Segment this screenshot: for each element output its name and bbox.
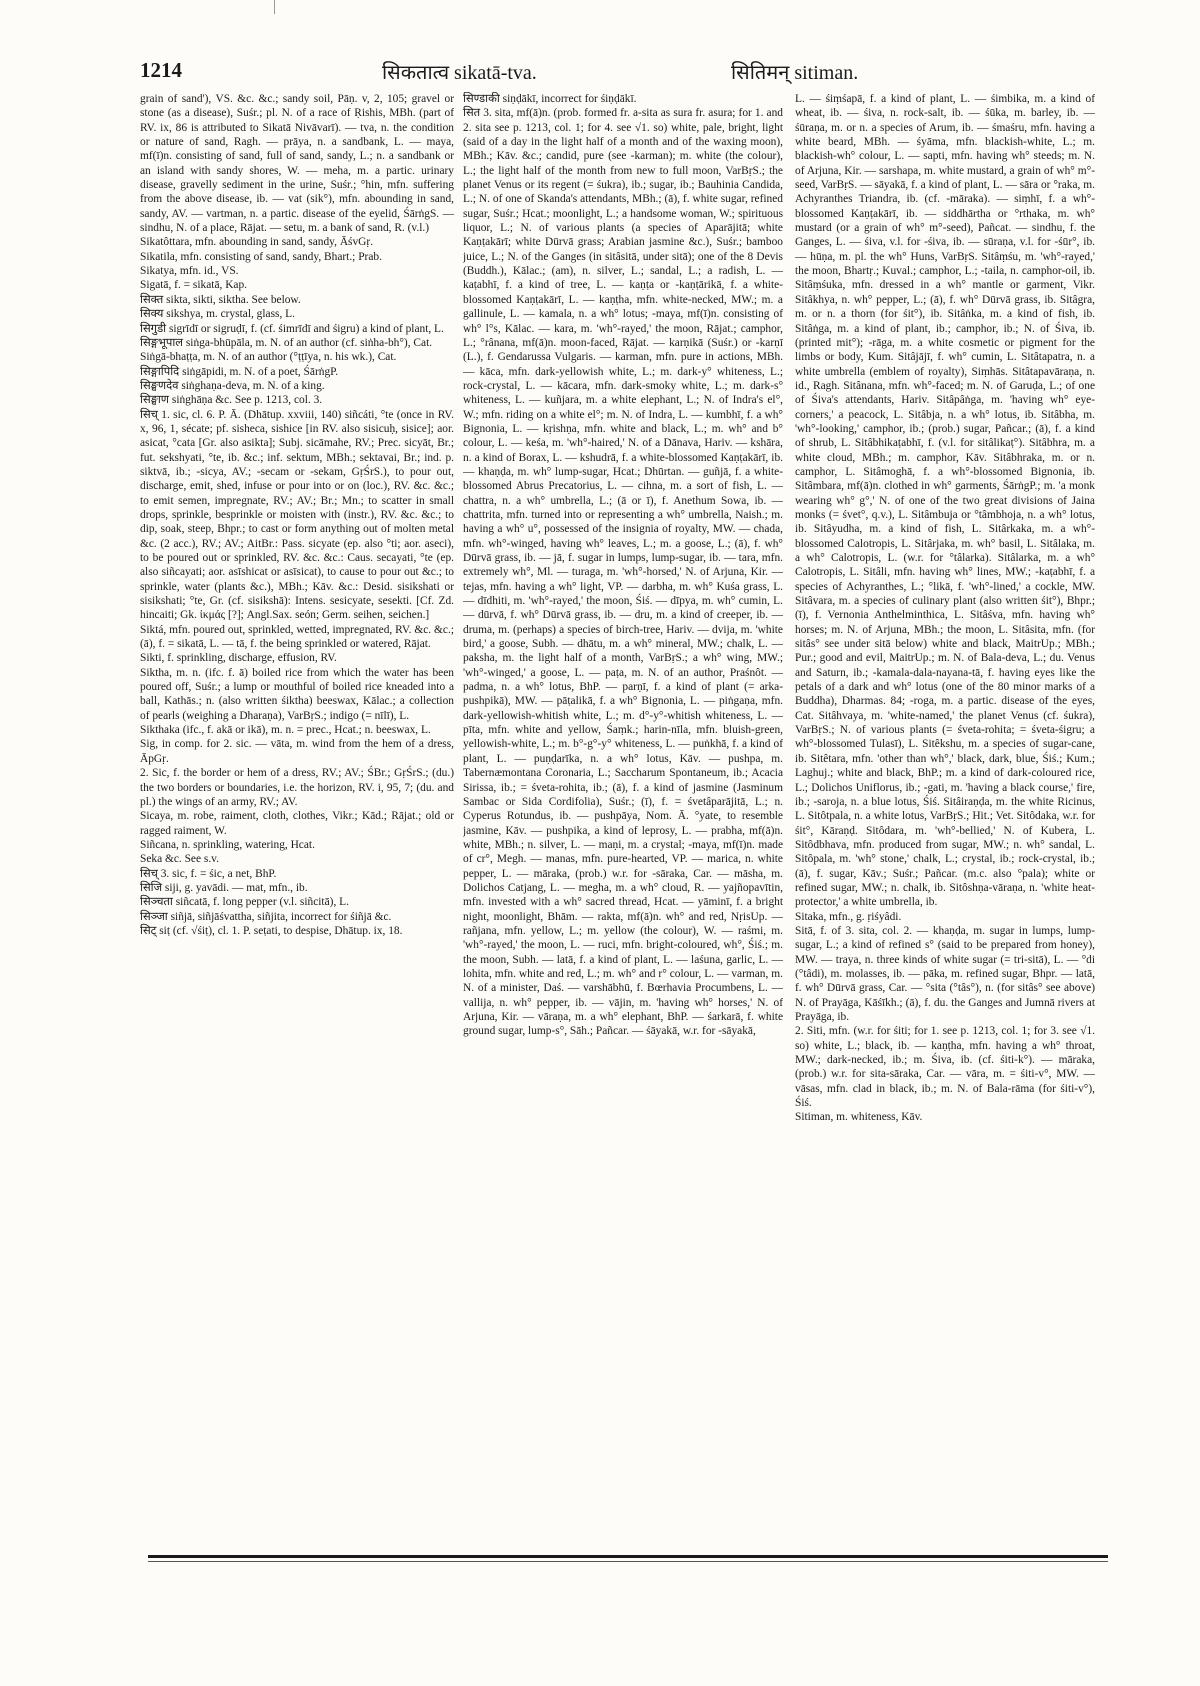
dictionary-entry: सिजि siji, g. yavādi. — mat, mfn., ib. bbox=[140, 881, 308, 894]
left-guide-word: सिकतात्व sikatā-tva. bbox=[382, 62, 537, 84]
dictionary-entry: grain of sand'), VS. &c. &c.; sandy soil, Pāṇ. v, 2, 105; gravel or stone (as a disease), Suśr.; pl. N. of a race of Ṛishis, MBh. (part of RV. ix, 86 is attributed to Sikatā Nivāvarī). — tva, n. the condition or nature of sand, Ragh. — prāya, n. a sandbank, L. — maya, mf(ī)n. consisting of sand, full of sand, sandy, L.; n. a sandbank or an island with sandy shores, W. — meha, m. a partic. urinary disease, gravelly sediment in the urine, Suśr.; °hin, mfn. suffering from the above disease, ib. — vat (sik°), mfn. abounding in sand, sandy, AV. — vartman, n. a partic. disease of the eyelid, ŚārṅgS. — sindhu, N. of a place, Rājat. — setu, m. a bank of sand, R. (v.l.) bbox=[140, 93, 454, 235]
dictionary-entry: सिङ्गापिदि siṅgāpidi, m. N. of a poet, ŚārṅgP. bbox=[140, 365, 339, 378]
dictionary-entry: Sitaka, mfn., g. ṛiśyâdi. bbox=[795, 910, 902, 923]
dictionary-entry: Sikthaka (ifc., f. akā or ikā), m. n. = prec., Hcat.; n. beeswax, L. bbox=[140, 724, 431, 737]
dictionary-entry: Sigatā, f. = sikatā, Kap. bbox=[140, 279, 248, 292]
top-margin-mark bbox=[274, 0, 275, 14]
dictionary-entry: Siktá, mfn. poured out, sprinkled, wetted, impregnated, RV. &c. &c.; (ā), f. = sikatā, L. — tā, f. the being sprinkled or watered, Rājat. bbox=[140, 623, 454, 651]
bottom-rule-thin bbox=[148, 1561, 1108, 1562]
dictionary-entry: सिक्य sikshya, m. crystal, glass, L. bbox=[140, 308, 295, 321]
bottom-rule bbox=[148, 1555, 1108, 1558]
dictionary-entry: सिञ्चता siñcatā, f. long pepper (v.l. siñcitā), L. bbox=[140, 896, 349, 909]
dictionary-entry: Sikatya, mfn. id., VS. bbox=[140, 265, 239, 278]
dictionary-entry: Siktha, m. n. (ifc. f. ā) boiled rice from which the water has been poured off, Suśr.; a lump or mouthful of boiled rice kneaded into a ball, Kathās.; n. (also written śiktha) beeswax, Kālac.; a collection of pearls (weighing a Dharaṇa), VarBṛS.; indigo (= nīlī), L. bbox=[140, 666, 454, 722]
dictionary-entry: सिच् 3. sic, f. = śic, a net, BhP. bbox=[140, 867, 277, 880]
dictionary-entry: 2. Sic, f. the border or hem of a dress, RV.; AV.; ŚBr.; GṛŚrS.; (du.) the two borders or boundaries, i.e. the horizon, RV. i, 95, 7; (du. and pl.) the wings of an army, RV.; AV. bbox=[140, 767, 454, 808]
dictionary-entry: Siṅgā-bhaṭṭa, m. N. of an author (°ṭṭīya, n. his wk.), Cat. bbox=[140, 351, 397, 364]
running-header bbox=[140, 58, 1080, 92]
dictionary-entry: L. — śiṃśapā, f. a kind of plant, L. — śimbika, m. a kind of wheat, ib. — śiva, n. rock-salt, ib. — śūka, m. barley, ib. — śūraṇa, m. or n. a species of Arum, ib. — śmaśru, mfn. having a white beard, MBh. — śyāma, mfn. blackish-white, L.; m. blackish-wh° colour, L. — sapti, mfn. having wh° steeds; m. N. of Arjuna, Kir. — sarshapa, m. white mustard, a grain of wh° m°-seed, VarBṛS. — sāyakā, f. a kind of plant, L. — sāra or °raka, m. Achyranthes Triandra, ib. (cf. -māraka). — siṃhī, f. a wh°-blossomed Kaṇṭakārī, ib. — siddhārtha or °rthaka, m. wh° mustard (or a grain of wh° m°-seed), Pañcat. — sindhu, f. the Ganges, L. — śiva, v.l. for -śiva, ib. — sūraṇa, v.l. for -śūr°, ib. — hūṇa, m. pl. the wh° Huns, VarBṛS. Sitâṃśu, m. 'wh°-rayed,' the moon, Bhartṛ.; Kuval.; camphor, L.; -taila, n. camphor-oil, ib. Sitâṃśuka, mfn. dressed in a wh° mantle or garment, Vikr. Sitâkhya, n. wh° pepper, L.; (ā), f. wh° Dūrvā grass, ib. Sitâgra, m. or n. a thorn (for śit°), ib. Sitâṅka, m. a kind of fish, ib. Sitâṅga, m. a kind of plant, ib.; camphor, ib.; N. of Śiva, ib. (printed mit°); -rāga, m. a white cosmetic or pigment for the limbs or body, Kum. Sitâjājī, f. wh° cumin, L. Sitâtapatra, n. a white umbrella (emblem of royalty), Siṃhās. Sitâtapavāraṇa, n. id., Ragh. Sitânana, mfn. wh°-faced; m. N. of Garuḍa, L.; of one of Śiva's attendants, Hariv. Sitâpâṅga, m. 'having wh° eye-corners,' a peacock, L. Sitâbja, n. a wh° lotus, ib. Sitâbha, m. 'wh°-looking,' camphor, ib.; (prob.) sugar, Pañcar.; (ā), f. a kind of shrub, L. Sitâbhikaṭabhī, f. (v.l. for sitâlikaṭ°). Sitâbhra, m. a white cloud, MBh.; m. camphor, Kāv. Sitâbhraka, m. or n. camphor, L. Sitâmoghā, f. a wh°-blossomed Bignonia, ib. Sitâmbara, mf(ā)n. clothed in wh° garments, ŚārṅgP.; m. 'a monk wearing wh° g°,' N. of one of the two great divisions of Jaina monks (= śvet°, q.v.), L. Sitâmbuja or °tâmbhoja, n. a wh° lotus, ib. Sitâyudha, m. a kind of fish, L. Sitârkaka, m. a wh°-blossomed Calotropis, L. Sitârjaka, m. wh° basil, L. Sitâlaka, m. a wh° Calotropis, L. (w.r. for °tâlarka). Sitâlarka, m. a wh° Calotropis, L. Sitâli, mfn. having wh° lines, MW.; -kaṭabhī, f. a species of Achyranthes, L.; °likā, f. 'wh°-lined,' a cockle, MW. Sitâvara, m. a species of culinary plant (also written śit°), Bhpr.; (ī), f. Vernonia Anthelminthica, L. Sitâśva, mfn. having wh° horses; m. N. of Arjuna, MBh.; the moon, L. Sitâsita, mfn. (for sitâs° see under sitā below) white and black, MaitrUp.; MBh.; Pur.; good and evil, MaitrUp.; m. N. of Bala-deva, L.; du. Venus and Saturn, ib.; -kamala-dala-nayana-tā, f. having eyes like the petals of a dark and wh° lotus (one of the 80 minor marks of a Buddha), Dharmas. 84; -roga, m. a partic. disease of the eyes, Cat. Sitâhvaya, m. 'white-named,' the planet Venus (cf. śukra), VarBṛS.; N. of various plants (= śveta-rohita; = śveta-śigru; a wh°-blossomed Tulasī), L. Sitêkshu, m. a species of sugar-cane, ib. Sitêtara, mfn. 'other than wh°,' black, dark, blue, Śiś.; Kum.; Laghuj.; white and black, BhP.; m. a kind of dark-coloured rice, L.; Dolichos Uniflorus, ib.; -gati, m. 'having a black course,' fire, ib.; -saroja, n. a blue lotus, Śiś. Sitâiraṇḍa, m. the white Ricinus, L. Sitôtpala, n. a white lotus, VarBṛS.; Hit.; Vet. Sitôdaka, w.r. for śit°, Kāraṇḍ. Sitôdara, m. 'wh°-bellied,' N. of Kubera, L. Sitôdbhava, mfn. produced from sugar, MW.; n. wh° sandal, L. Sitôpala, m. 'wh° stone,' chalk, L.; crystal, ib.; rock-crystal, ib.; (ā), f. sugar, Kāv.; Suśr.; Pañcar. (m.c. also °pala); white or refined sugar, MW.; n. chalk, ib. Sitôshṇa-vāraṇa, n. 'white heat-protector,' a white umbrella, ib. bbox=[795, 93, 1095, 909]
dictionary-entry: Seka &c. See s.v. bbox=[140, 853, 219, 866]
column-1 bbox=[140, 92, 454, 1522]
dictionary-entry: सिट् siṭ (cf. √śiṭ), cl. 1. P. seṭati, to despise, Dhātup. ix, 18. bbox=[140, 924, 403, 937]
dictionary-entry: सित 3. sita, mf(ā)n. (prob. formed fr. a-sita as sura fr. asura; for 1. and 2. sita see p. 1213, col. 1; for 4. see √1. so) white, pale, bright, light (said of a day in the light half of a month and of the waxing moon), MBh.; Kāv. &c.; candid, pure (see -karman); m. white (the colour), L.; the light half of the month from new to full moon, VarBṛS.; the planet Venus or its regent (= śukra), ib.; sugar, ib.; Bauhinia Candida, L.; N. of one of Skanda's attendants, MBh.; (ā), f. white sugar, refined sugar, Suśr.; Hcat.; moonlight, L.; a handsome woman, W.; spirituous liquor, L.; N. of various plants (a species of Aparājitā; white Kaṇṭakārī; white Dūrvā grass; Arabian jasmine &c.), Suśr.; bamboo juice, L.; N. of the Ganges (in sitâsitā, under sitā); one of the 8 Devis (Buddh.), Kālac.; (am), n. silver, L.; sandal, L.; a radish, L. — kaṭabhī, f. a kind of tree, L. — kaṇṭa or -kaṇṭārikā, f. a white-blossomed Kaṇṭakārī, L. — kaṇṭha, mfn. white-necked, MW.; m. a gallinule, L. — kamala, n. a wh° lotus; -maya, mf(ī)n. consisting of wh° l°s, Kālac. — kara, m. 'wh°-rayed,' the moon, Rājat.; camphor, L.; °rânana, mf(ā)n. moon-faced, Rājat. — karṇikā (Suśr.) or -karṇī (L.), f. Gendarussa Vulgaris. — karman, mfn. pure in actions, MBh. — kāca, mfn. dark-yellowish white, L.; m. dark-y° whiteness, L.; rock-crystal, L. — kācara, mfn. dark-smoky white, L.; m. dark-s° whiteness, L. — kuñjara, m. a white elephant, L.; N. of Indra's el°, W.; mfn. riding on a white el°; m. N. of Indra, L. — kumbhī, f. a wh° Bignonia, L. — kṛishṇa, mfn. white and black, L.; m. wh° and b° colour, L. — keśa, m. 'wh°-haired,' N. of a Dānava, Hariv. — kshāra, n. a kind of Borax, L. — kshudrā, f. a white-blossomed Kaṇṭakārī, ib. — khaṇḍa, m. wh° lump-sugar, Hcat.; Dhūrtan. — guñjā, f. a white-blossomed Abrus Precatorius, L. — cihna, m. a sort of fish, L. — chattra, n. a wh° umbrella, L.; (ā or ī), f. Anethum Sowa, ib. — chattrita, mfn. turned into or representing a wh° umbrella, Naish.; m. having a wh° u°, possessed of the insignia of royalty, MW. — chada, mfn. wh°-winged, having wh° leaves, L.; m. a goose, L.; (ā), f. wh° Dūrvā grass, ib. — jā, f. sugar in lumps, lump-sugar, ib. — tara, mfn. extremely wh°, Ml. — turaga, m. 'wh°-horsed,' N. of Arjuna, Kir. — tejas, mfn. having a wh° light, VP. — darbha, m. wh° Kuśa grass, L. — dīdhiti, m. 'wh°-rayed,' the moon, Śiś. — dīpya, m. wh° cumin, L. — dūrvā, f. wh° Dūrvā grass, ib. — dru, m. a kind of creeper, ib. — druma, m. (perhaps) a species of birch-tree, Hariv. — dvija, m. 'white bird,' a goose, Subh. — dhātu, m. a wh° mineral, MW.; chalk, L. — paksha, m. the light half of a month, VarBṛS.; a wh° wing, MW.; 'wh°-winged,' a goose, L. — paṭa, m. N. of an author, Praśnôt. — padma, n. a wh° lotus, BhP. — parṇī, f. a kind of plant (= arka-pushpikā), MW. — pāṭalikā, f. a wh° Bignonia, L. — piṅgaṇa, mfn. dark-yellowish-whitish white, L.; m. d°-y°-whitish whiteness, L. — pīta, mfn. white and yellow, Śaṃk.; harin-nīla, mfn. bluish-green, yellowish-white, L.; m. b°-g°-y° whiteness, L. — puṅkhā, f. a kind of plant, L. — puṇḍarīka, n. a wh° lotus, Kāv. — pushpa, m. Tabernæmontana Coronaria, L.; Saccharum Spontaneum, ib.; Acacia Sirissa, ib.; = śveta-rohita, ib.; (ā), f. a kind of jasmine (Jasminum Sambac or Sida Cordifolia), Suśr.; (ī), f. = śvetâparājitā, L.; n. Cyperus Rotundus, ib. — pushpāya, Nom. Ā. °yate, to resemble jasmine, Kāv. — pushpika, a kind of leprosy, L. — prabha, mf(ā)n. white, MBh.; n. silver, L. — maṇi, m. a crystal; -maya, mf(ī)n. made of cr°, Megh. — manas, mfn. pure-hearted, VP. — marica, n. white pepper, L. — māraka, (prob.) w.r. for -sāraka, Car. — māsha, m. Dolichos Catjang, L. — megha, m. a wh° cloud, R. — yajñopavītin, mfn. invested with a wh° sacred thread, Hcat. — yāminī, f. a bright night, moonlight, Bhām. — rakta, mf(ā)n. wh° and red, NṛisUp. — rañjana, mfn. yellow, L.; m. yellow (the colour), W. — raśmi, m. 'wh°-rayed,' the moon, L. — ruci, mfn. bright-coloured, wh°, Śiś.; m. the moon, Subh. — latā, f. a kind of plant, L. — laśuna, garlic, L. — lohita, mfn. white and red, L.; m. wh° and r° colour, L. — varman, m. N. of a minister, Daś. — varshābhū, f. Bœrhavia Procumbens, L. — vallija, n. wh° pepper, ib. — vājin, m. 'having wh° horses,' N. of Arjuna, Kir. — vāraṇa, m. a wh° elephant, BhP. — śarkarā, f. white ground sugar, lump-s°, Sāh.; Pañcar. — śāyakā, w.r. for -sāyakā, bbox=[463, 107, 783, 1038]
dictionary-entry: Sikatôttara, mfn. abounding in sand, sandy, ĀśvGṛ. bbox=[140, 236, 374, 249]
dictionary-entry: Sicaya, m. robe, raiment, cloth, clothes, Vikr.; Kād.; Rājat.; old or ragged raiment, W. bbox=[140, 810, 454, 837]
dictionary-entry: 2. Siti, mfn. (w.r. for śiti; for 1. see p. 1213, col. 1; for 3. see √1. so) white, L.; black, ib. — kaṇṭha, mfn. having a wh° throat, MW.; dark-necked, ib.; m. Śiva, ib. (cf. śiti-k°). — māraka, (prob.) w.r. for sita-sāraka, Car. — vāra, m. = śiti-v°, MW. — vāsas, mfn. clad in black, ib.; m. N. of Bala-rāma (for śiti-v°), Śiś. bbox=[795, 1025, 1095, 1110]
right-guide-word: सितिमन् sitiman. bbox=[731, 62, 859, 84]
column-2 bbox=[463, 92, 783, 1522]
dictionary-entry: सिक्त sikta, sikti, siktha. See below. bbox=[140, 293, 301, 306]
dictionary-entry: Sitiman, m. whiteness, Kāv. bbox=[795, 1111, 923, 1124]
dictionary-entry: Sikatila, mfn. consisting of sand, sandy, Bhart.; Prab. bbox=[140, 250, 382, 263]
dictionary-entry: सिङ्घणदेव siṅghaṇa-deva, m. N. of a king. bbox=[140, 379, 325, 392]
dictionary-entry: Sikti, f. sprinkling, discharge, effusion, RV. bbox=[140, 652, 337, 665]
dictionary-entry: Siñcana, n. sprinkling, watering, Hcat. bbox=[140, 838, 315, 851]
dictionary-entry: सिगुडी sigrīdī or sigruḍī, f. (cf. śimrīdī and śigru) a kind of plant, L. bbox=[140, 322, 444, 335]
dictionary-entry: सिञ्जा siñjā, siñjāśvattha, siñjita, incorrect for śiñjā &c. bbox=[140, 910, 392, 923]
dictionary-entry: Sitā, f. of 3. sita, col. 2. — khaṇḍa, m. sugar in lumps, lump-sugar, L.; a kind of refined s° (said to be prepared from honey), MW. — traya, n. three kinds of white sugar (= tri-sitā), L. — °di (°tâdi), m. molasses, ib. — pāka, m. refined sugar, Bhpr. — latā, f. wh° Dūrvā grass, Car. — °sita (°tâs°), n. (for sitâs° see above) N. of Prayāga, Kāśīkh.; (ā), f. du. the Ganges and Jumnā rivers at Prayāga, ib. bbox=[795, 924, 1095, 1023]
page-number: 1214 bbox=[140, 58, 182, 82]
dictionary-entry: सिच् 1. sic, cl. 6. P. Ā. (Dhātup. xxviii, 140) siñcáti, °te (once in RV. x, 96, 1, sécate; pf. sisheca, sishice [in RV. also sisicuḥ, sisice]; aor. asicat, °cata [Gr. also asikta]; Subj. sicāmahe, RV.; Prec. sicyāt, Br.; fut. sekshyati, °te, ib. &c.; inf. sektum, MBh.; sektavai, Br.; ind. p. siktvā, ib.; -sicya, AV.; -secam or -sekam, GṛŚrS.), to pour out, discharge, emit, shed, infuse or pour into or on (loc.), RV. &c. &c.; to emit semen, impregnate, RV.; AV.; Br.; Mn.; to scatter in small drops, sprinkle, besprinkle or moisten with (instr.), RV. &c. &c.; to dip, soak, steep, Bhpr.; to cast or form anything out of molten metal &c. (2 acc.), RV.; AV.; AitBr.: Pass. sicyate (ep. also °ti; aor. aseci), to be poured out or sprinkled, RV. &c. &c.: Caus. secayati, °te (ep. also siñcayati; aor. asīshicat or asīsicat), to cause to pour out &c.; to sprinkle, water (plants &c.), MBh.; Kāv. &c.: Desid. sisikshati or sisikshati; °te, Gr. (cf. sisikshā): Intens. sesicyate, sesekti. [Cf. Zd. hincaiti; Gk. ἰκμάς [?]; Angl.Sax. seón; Germ. seihen, seichen.] bbox=[140, 408, 454, 622]
dictionary-entry: सिङ्घाण siṅghāṇa &c. See p. 1213, col. 3. bbox=[140, 394, 323, 407]
dictionary-entry: सिङ्गभूपाल siṅga-bhūpāla, m. N. of an author (cf. siṅha-bh°), Cat. bbox=[140, 336, 433, 349]
dictionary-entry: Sig, in comp. for 2. sic. — vāta, m. wind from the hem of a dress, ĀpGṛ. bbox=[140, 738, 454, 765]
column-3 bbox=[795, 92, 1095, 1522]
dictionary-entry: सिण्डाकी siṇḍākī, incorrect for śiṇḍākī. bbox=[463, 93, 637, 105]
